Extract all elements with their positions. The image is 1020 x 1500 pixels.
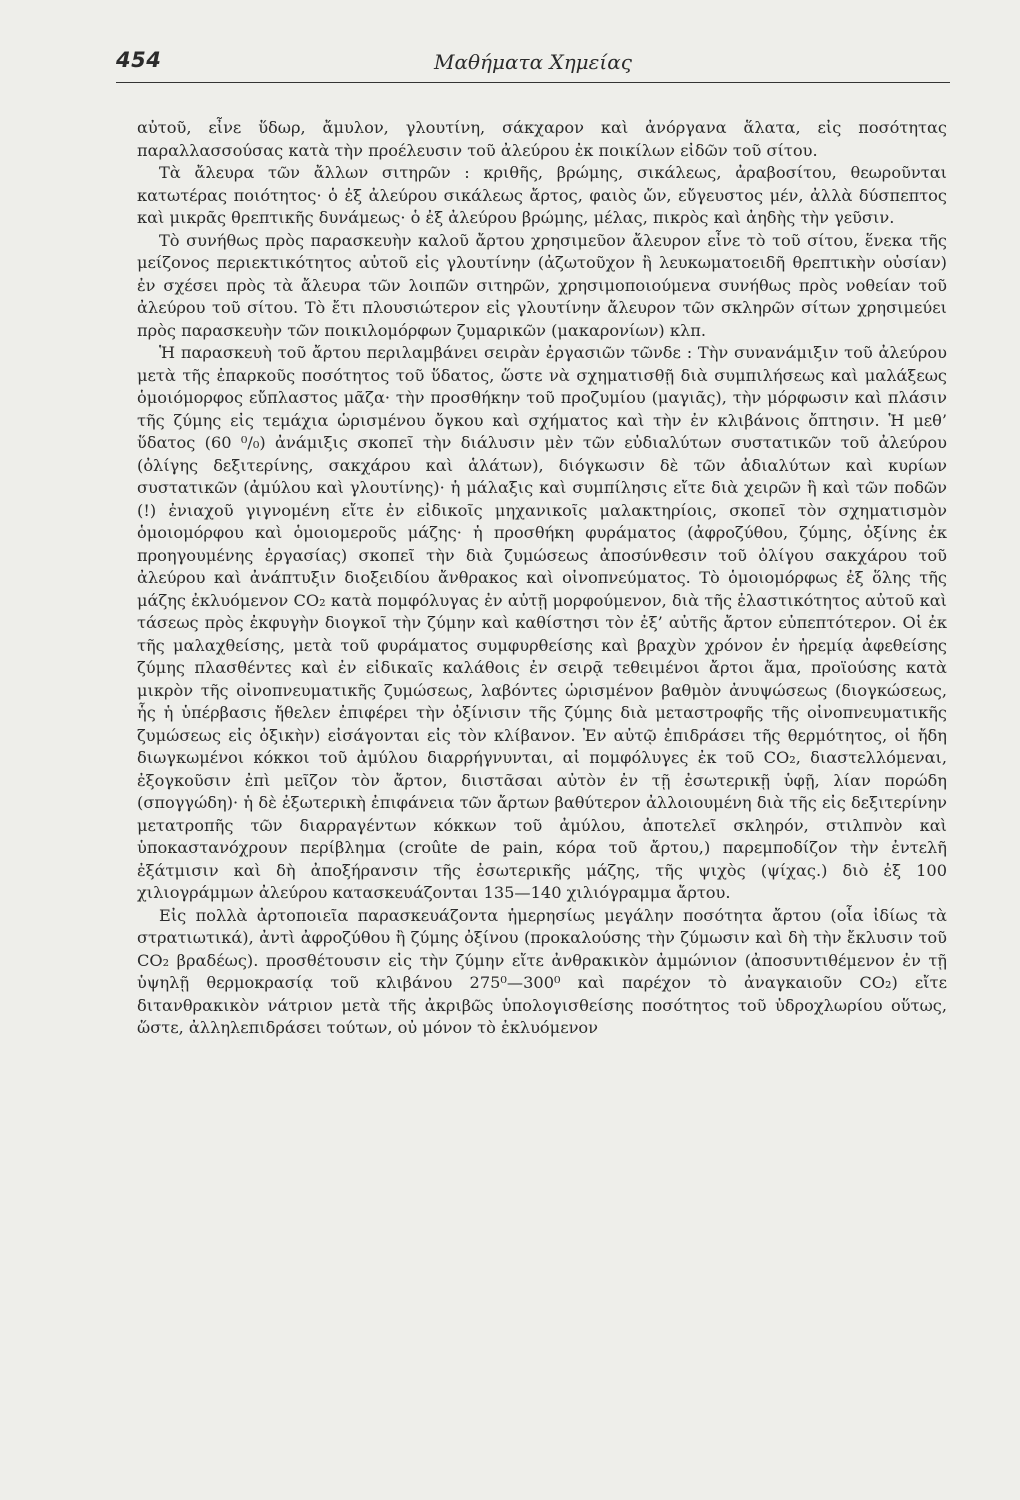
paragraph-other-flours: Τὰ ἄλευρα τῶν ἄλλων σιτηρῶν : κριθῆς, βρώμης, σικάλεως, ἀραβοσίτου, θεωροῦνται κατωτέρας ποιότητος· ὁ ἐξ ἀλεύρου σικάλεως ἄρτος, φαιὸς ὤν, εὔγευστος μέν, ἀλλὰ δύσπεπτος καὶ μικρᾶς θρεπτικῆς δυνάμεως· ὁ ἐξ ἀλεύρου βρώμης, μέλας, πικρὸς καὶ ἀηδὴς τὴν γεῦσιν.	[137, 163, 947, 227]
body-text	[137, 117, 947, 1040]
paragraph-bakeries: Εἰς πολλὰ ἀρτοποιεῖα παρασκευάζοντα ἡμερησίως μεγάλην ποσότητα ἄρτου (οἷα ἰδίως τὰ στρατιωτικά), ἀντὶ ἀφροζύθου ἢ ζύμης ὀξίνου (προκαλούσης τὴν ζύμωσιν καὶ δὴ τὴν ἔκλυσιν τοῦ CO₂ βραδέως). προσθέτουσιν εἰς τὴν ζύμην εἴτε ἀνθρακικὸν ἀμμώνιον (ἀποσυντιθέμενον ἐν τῇ ὑψηλῇ θερμοκρασίᾳ τοῦ κλιβάνου 275⁰—300⁰ καὶ παρέχον τὸ ἀναγκαιοῦν CO₂) εἴτε διτανθρακικὸν νάτριον μετὰ τῆς ἀκριβῶς ὑπολογισθείσης ποσότητος τοῦ ὑδροχλωρίου οὕτως, ὥστε, ἀλληλεπιδράσει τούτων, οὐ μόνον τὸ ἐκλυόμενον	[137, 905, 947, 1037]
paragraph-wheat-flour: Τὸ συνήθως πρὸς παρασκευὴν καλοῦ ἄρτου χρησιμεῦον ἄλευρον εἶνε τὸ τοῦ σίτου, ἕνεκα τῆς μείζονος περιεκτικότητος αὐτοῦ εἰς γλουτίνην (ἀζωτοῦχον ἢ λευκωματοειδῆ θρεπτικὴν οὐσίαν) ἐν σχέσει πρὸς τὰ ἄλευρα τῶν λοιπῶν σιτηρῶν, χρησιμοποιούμενα συνήθως πρὸς νοθείαν τοῦ ἀλεύρου τοῦ σίτου. Τὸ ἔτι πλουσιώτερον εἰς γλουτίνην ἄλευρον τῶν σκληρῶν σίτων χρησιμεύει πρὸς παρασκευὴν τῶν ποικιλομόρφων ζυμαρικῶν (μακαρονίων) κλπ.	[137, 230, 947, 340]
page-header	[116, 44, 950, 84]
paragraph-continuation: αὐτοῦ, εἶνε ὕδωρ, ἄμυλον, γλουτίνη, σάκχαρον καὶ ἀνόργανα ἅλατα, εἰς ποσότητας παραλλασσούσας κατὰ τὴν προέλευσιν τοῦ ἀλεύρου ἐκ ποικίλων εἰδῶν τοῦ σίτου.	[137, 118, 947, 160]
running-title: Μαθήματα Χημείας	[434, 50, 632, 74]
header-rule	[116, 82, 950, 83]
page-number: 454	[116, 48, 162, 72]
paragraph-bread-preparation: Ἡ παρασκευὴ τοῦ ἄρτου περιλαμβάνει σειρὰν ἐργασιῶν τῶνδε : Τὴν συνανάμιξιν τοῦ ἀλεύρου μετὰ τῆς ἐπαρκοῦς ποσότητος τοῦ ὕδατος, ὥστε νὰ σχηματισθῇ διὰ συμπιλήσεως καὶ μαλάξεως ὁμοιόμορφος εὔπλαστος μᾶζα· τὴν προσθήκην τοῦ προζυμίου (μαγιᾶς), τὴν μόρφωσιν καὶ πλάσιν τῆς ζύμης εἰς τεμάχια ὡρισμένου ὄγκου καὶ σχήματος καὶ τὴν ἐν κλιβάνοις ὄπτησιν. Ἡ μεθ’ ὕδατος (60 ⁰/₀) ἀνάμιξις σκοπεῖ τὴν διάλυσιν μὲν τῶν εὐδιαλύτων συστατικῶν τοῦ ἀλεύρου (ὀλίγης δεξιτερίνης, σακχάρου καὶ ἁλάτων), διόγκωσιν δὲ τῶν ἀδιαλύτων καὶ κυρίων συστατικῶν (ἀμύλου καὶ γλουτίνης)· ἡ μάλαξις καὶ συμπίλησις εἴτε διὰ χειρῶν ἢ καὶ τῶν ποδῶν (!) ἐνιαχοῦ γιγνομένη εἴτε ἐν εἰδικοῖς μηχανικοῖς μαλακτηρίοις, σκοπεῖ τὸν σχηματισμὸν ὁμοιομόρφου καὶ ὁμοιομεροῦς μάζης· ἡ προσθήκη φυράματος (ἀφροζύθου, ζύμης, ὀξίνης ἐκ προηγουμένης ἐργασίας) σκοπεῖ τὴν διὰ ζυμώσεως ἀποσύνθεσιν τοῦ ὀλίγου σακχάρου τοῦ ἀλεύρου καὶ ἀνάπτυξιν διοξειδίου ἄνθρακος καὶ οἰνοπνεύματος. Τὸ ὁμοιομόρφως ἐξ ὅλης τῆς μάζης ἐκλυόμενον CO₂ κατὰ πομφόλυγας ἐν αὐτῇ μορφούμενον, διὰ τῆς ἐλαστικότητος αὐτοῦ καὶ τάσεως πρὸς ἐκφυγὴν διογκοῖ τὴν ζύμην καὶ καθίστησι τὸν ἐξ’ αὐτῆς ἄρτον εὐπεπτότερον. Οἱ ἐκ τῆς μαλαχθείσης, μετὰ τοῦ φυράματος συμφυρθείσης καὶ βραχὺν χρόνον ἐν ἠρεμίᾳ ἀφεθείσης ζύμης πλασθέντες καὶ ἐν εἰδικαῖς καλάθοις ἐν σειρᾷ τεθειμένοι ἄρτοι ἅμα, προϊούσης κατὰ μικρὸν τῆς οἰνοπνευματικῆς ζυμώσεως, λαβόντες ὡρισμένον βαθμὸν ἀνυψώσεως (διογκώσεως, ἧς ἡ ὑπέρβασις ἤθελεν ἐπιφέρει τὴν ὀξίνισιν τῆς ζύμης διὰ μεταστροφῆς τῆς οἰνοπνευματικῆς ζυμώσεως εἰς ὀξικὴν) εἰσάγονται εἰς τὸν κλίβανον. Ἐν αὐτῷ ἐπιδράσει τῆς θερμότητος, οἱ ἤδη διωγκωμένοι κόκκοι τοῦ ἀμύλου διαρρήγνυνται, αἱ πομφόλυγες ἐκ τοῦ CO₂, διαστελλόμεναι, ἐξογκοῦσιν ἐπὶ μεῖζον τὸν ἄρτον, διιστᾶσαι αὐτὸν ἐν τῇ ἐσωτερικῇ ὑφῇ, λίαν πορώδη (σπογγώδη)· ἡ δὲ ἐξωτερικὴ ἐπιφάνεια τῶν ἄρτων βαθύτερον ἀλλοιουμένη διὰ τῆς εἰς δεξιτερίνην μετατροπῆς τῶν διαρραγέντων κόκκων τοῦ ἀμύλου, ἀποτελεῖ σκληρόν, στιλπνὸν καὶ ὑποκαστανόχρουν περίβλημα (croûte de pain, κόρα τοῦ ἄρτου,) παρεμποδίζον τὴν ἐντελῆ ἐξάτμισιν καὶ δὴ ἀποξήρανσιν τῆς ἐσωτερικῆς μάζης, τῆς ψιχὸς (ψίχας.) διὸ ἐξ 100 χιλιογράμμων ἀλεύρου κατασκευάζονται 135—140 χιλιόγραμμα ἄρτου.	[137, 343, 947, 902]
